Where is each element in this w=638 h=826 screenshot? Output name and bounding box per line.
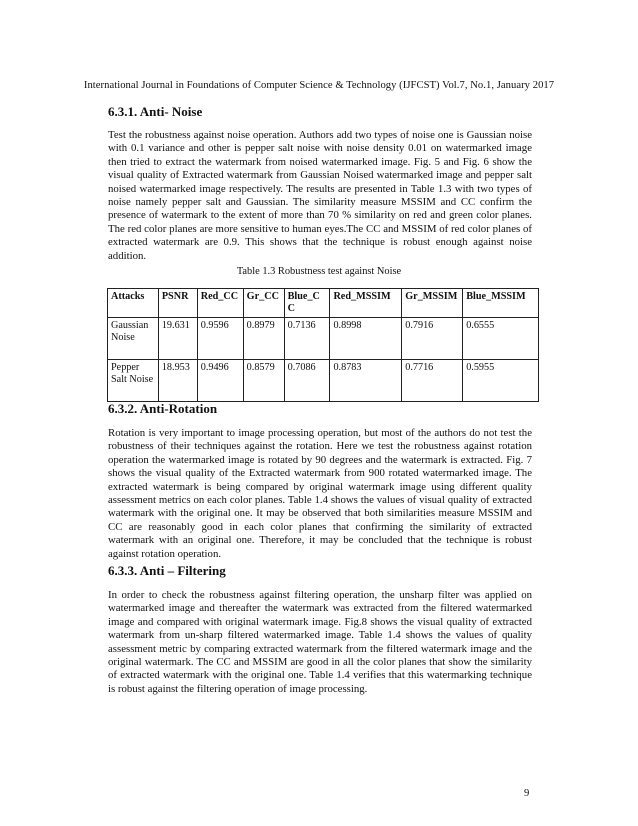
table-cell: 0.9496 (197, 360, 243, 402)
table-cell: 0.8979 (243, 318, 284, 360)
page-number: 9 (524, 788, 530, 799)
table-header-cell: PSNR (158, 289, 197, 318)
table-cell: 0.7716 (402, 360, 463, 402)
journal-header: International Journal in Foundations of Computer Science & Technology (IJFCST) Vol.7, No.1, January 2017 (83, 80, 555, 91)
table-header-cell: Attacks (108, 289, 159, 318)
section-body-anti-rotation: Rotation is very important to image processing operation, but most of the authors do not test the robustness of their techniques against the rotation. Here we test the robustness against rotation operation the watermarked image is rotated by 90 degrees and the watermark is extracted. Fig. 7 shows the visual quality of the Extracted watermark from 900 rotated watermarked image. The extracted watermark is being compared by original watermark image using different quality assessment metrics on each color planes. Table 1.4 shows the values of visual quality of extracted watermark with the original one. It may be observed that both similarities measure MSSIM and CC are reasonably good in each color planes that confirming the similarity of extracted watermark with an original one. Therefore, it may be concluded that the technique is robust against rotation operation. (108, 427, 532, 560)
section-heading-anti-filtering: 6.3.3. Anti – Filtering (108, 563, 226, 578)
table-cell: 0.9596 (197, 318, 243, 360)
section-body-anti-filtering: In order to check the robustness against filtering operation, the unsharp filter was applied on watermarked image and thereafter the watermark was extracted from the filtered watermarked image and compared with original watermark image. Fig.8 shows the visual quality of extracted watermark from un-sharp filtered watermarked image. Table 1.4 shows the values of quality assessment metric by comparing extracted watermark from the filtered watermark image and the original watermark. The CC and MSSIM are good in all the color planes that show the similarity of extracted watermark with the original one. Table 1.4 verifies that this watermarking technique is robust against the filtering operation of image processing. (108, 589, 532, 695)
table-header-cell: Blue_C C (284, 289, 330, 318)
table-cell: 0.8998 (330, 318, 402, 360)
table-header-cell: Red_MSSIM (330, 289, 402, 318)
table-cell: 0.8783 (330, 360, 402, 402)
table-header-cell: Gr_MSSIM (402, 289, 463, 318)
table-header-cell: Gr_CC (243, 289, 284, 318)
table-cell: 0.8579 (243, 360, 284, 402)
table-caption: Table 1.3 Robustness test against Noise (236, 266, 402, 277)
table-row (108, 318, 539, 360)
table-cell: Gaussian Noise (108, 318, 159, 360)
table-cell: 0.6555 (463, 318, 539, 360)
section-body-anti-noise: Test the robustness against noise operation. Authors add two types of noise one is Gaussian noise with 0.1 variance and other is pepper salt noise with noise density 0.01 on watermarked image then tried to extract the watermark from noised watermarked image. Fig. 5 and Fig. 6 show the visual quality of Extracted watermark from Gaussian Noised watermarked image and pepper salt noised watermarked image respectively. The results are presented in Table 1.3 with two types of noise namely pepper salt and Gaussian. The similarity measure MSSIM and CC confirm the presence of watermark to the extent of more than 70 % similarity on red and green color planes. The red color planes are more sensitive to human eyes.The CC and MSSIM of red color planes of extracted watermark are 0.9. This shows that the technique is robust enough against noise addition. (108, 129, 532, 262)
table-cell: 0.7916 (402, 318, 463, 360)
section-heading-anti-rotation: 6.3.2. Anti-Rotation (108, 401, 218, 416)
table-header-cell: Red_CC (197, 289, 243, 318)
table-cell: 0.7136 (284, 318, 330, 360)
robustness-table (107, 288, 539, 402)
table-cell: 0.5955 (463, 360, 539, 402)
table-header-cell: Blue_MSSIM (463, 289, 539, 318)
table-cell: 0.7086 (284, 360, 330, 402)
table-cell: 18.953 (158, 360, 197, 402)
table-header-row (108, 289, 539, 318)
section-heading-anti-noise: 6.3.1. Anti- Noise (108, 104, 203, 119)
table-cell: Pepper Salt Noise (108, 360, 159, 402)
table-row (108, 360, 539, 402)
table-cell: 19.631 (158, 318, 197, 360)
